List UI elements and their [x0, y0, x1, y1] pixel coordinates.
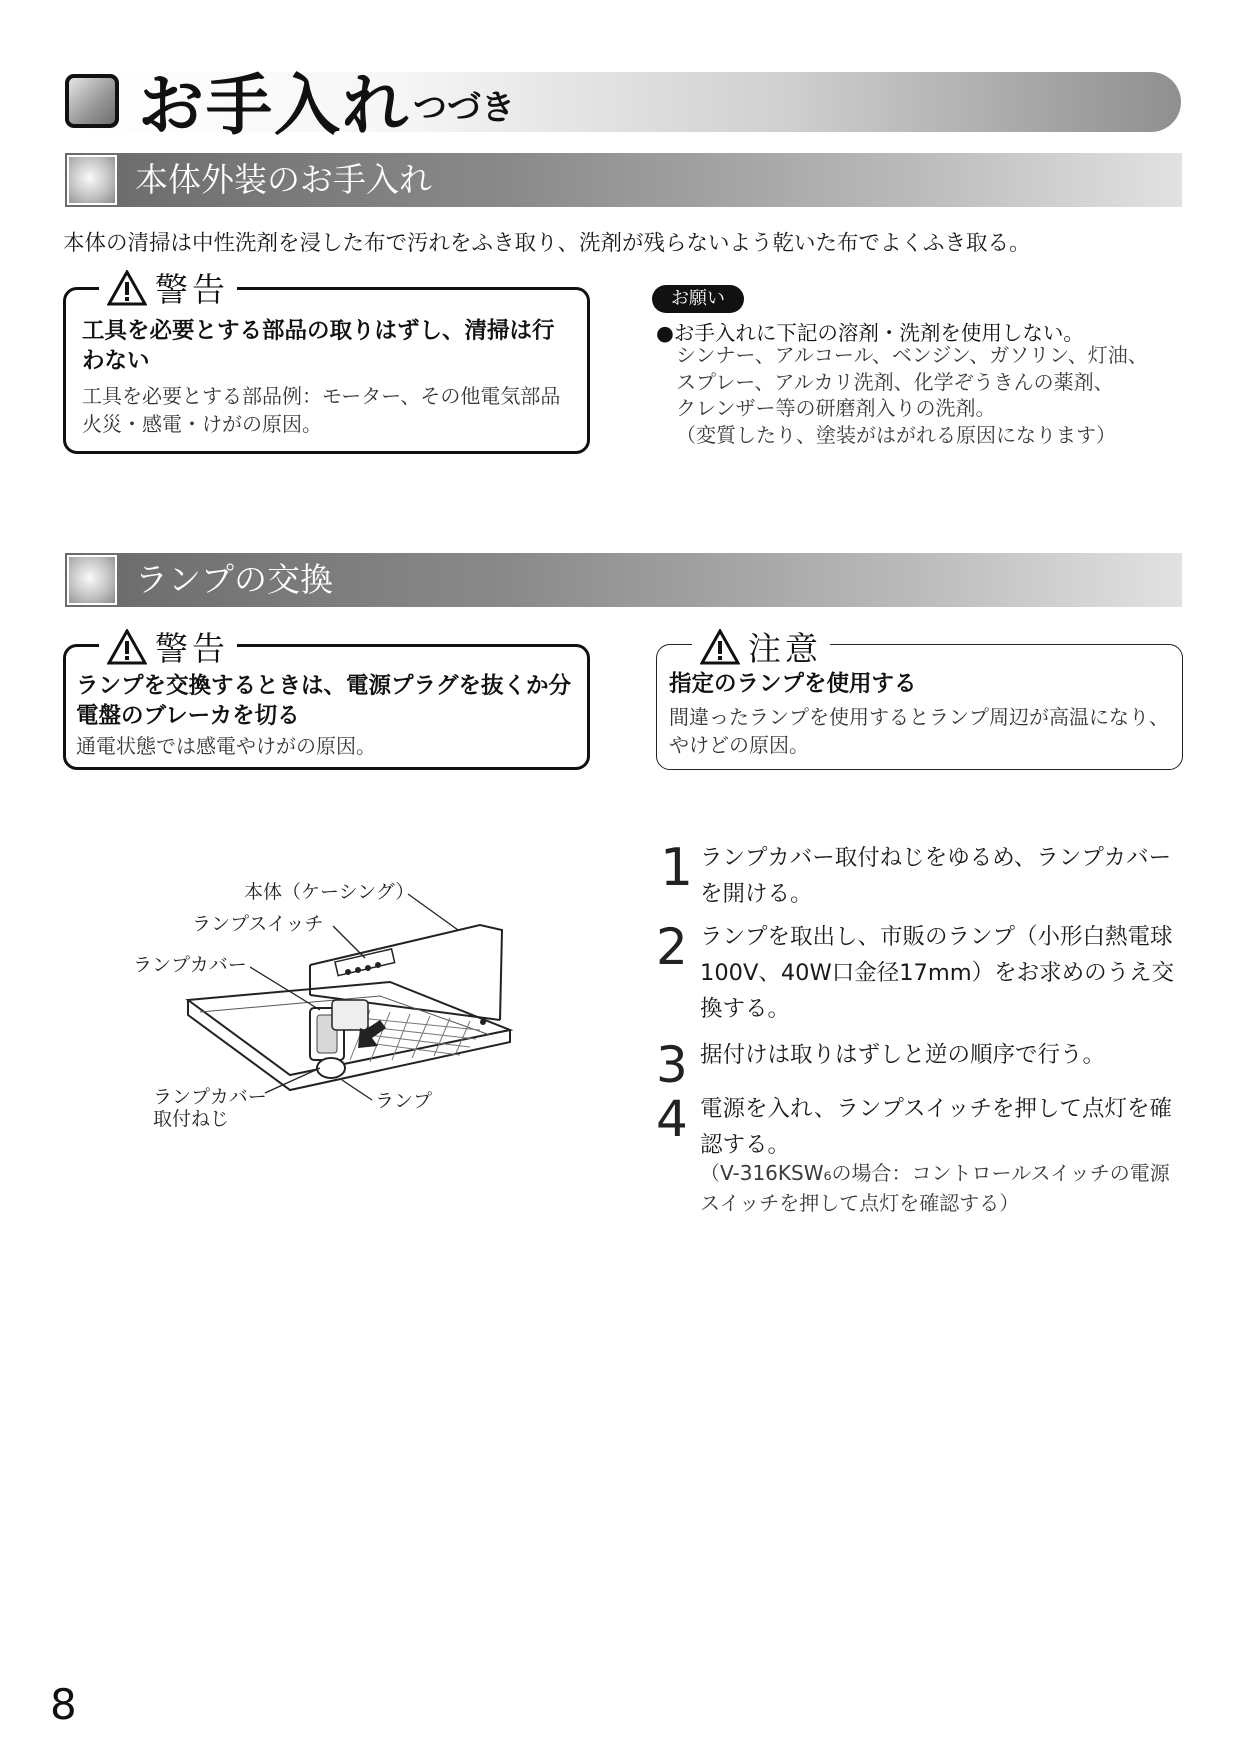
step-text: ランプを取出し、市販のランプ（小形白熱電球100V、40W口金径17mm）をお求めのうえ交換する。: [700, 924, 1175, 1022]
warning-cause: 火災・感電・けがの原因。: [82, 412, 322, 436]
label-lamp-switch: ランプスイッチ: [192, 913, 324, 935]
step-number: 1: [660, 838, 694, 898]
warning-heading: 工具を必要とする部品の取りはずし、清掃は行わない: [82, 318, 555, 374]
warning-example: 工具を必要とする部品例：モーター、その他電気部品: [82, 384, 561, 408]
section-title: ランプの交換: [135, 560, 333, 599]
page-number: 8: [50, 1680, 77, 1729]
warning-heading: ランプを交換するときは、電源プラグを抜くか分電盤のブレーカを切る: [76, 673, 572, 729]
step-text: ランプカバー取付ねじをゆるめ、ランプカバーを開ける。: [700, 845, 1172, 907]
cleaning-instructions: 本体の清掃は中性洗剤を浸した布で汚れをふき取り、洗剤が残らないよう乾いた布でよくふき取る。: [63, 231, 1031, 256]
warning-cause: 通電状態では感電やけがの原因。: [76, 734, 376, 758]
label-casing: 本体（ケーシング）: [244, 881, 415, 903]
warning-label: 警告: [99, 623, 237, 670]
step-note: （V-316KSW₆の場合：コントロールスイッチの電源スイッチを押して点灯を確認する）: [700, 1161, 1170, 1215]
step-number: 4: [656, 1090, 688, 1148]
step-number: 2: [656, 918, 688, 976]
request-badge: お願い: [652, 285, 744, 313]
request-reason: （変質したり、塗装がはがれる原因になります）: [676, 422, 1116, 447]
label-lamp-cover: ランプカバー: [133, 954, 247, 976]
solvent-list-line: スプレー、アルカリ洗剤、化学ぞうきんの薬剤、: [676, 369, 1114, 394]
solvent-list-line: シンナー、アルコール、ベンジン、ガソリン、灯油、: [676, 343, 1148, 367]
section-title: 本体外装のお手入れ: [135, 160, 432, 199]
step-text: 据付けは取りはずしと逆の順序で行う。: [700, 1042, 1106, 1068]
step-number: 3: [656, 1036, 688, 1094]
caution-text: 間違ったランプを使用するとランプ周辺が高温になり、やけどの原因。: [669, 705, 1169, 757]
page-subtitle: つづき: [413, 88, 515, 128]
caution-heading: 指定のランプを使用する: [669, 671, 917, 697]
request-heading: ●お手入れに下記の溶剤・洗剤を使用しない。: [656, 321, 1084, 345]
solvent-list-line: クレンザー等の研磨剤入りの洗剤。: [676, 396, 996, 420]
step-text: 電源を入れ、ランプスイッチを押して点灯を確認する。: [700, 1096, 1173, 1158]
label-cover-screw: ランプカバー 取付ねじ: [153, 1086, 267, 1130]
page-title: お手入れ: [138, 67, 410, 144]
warning-label: 警告: [99, 264, 237, 311]
label-lamp: ランプ: [375, 1090, 433, 1112]
caution-label: 注意: [692, 623, 830, 670]
